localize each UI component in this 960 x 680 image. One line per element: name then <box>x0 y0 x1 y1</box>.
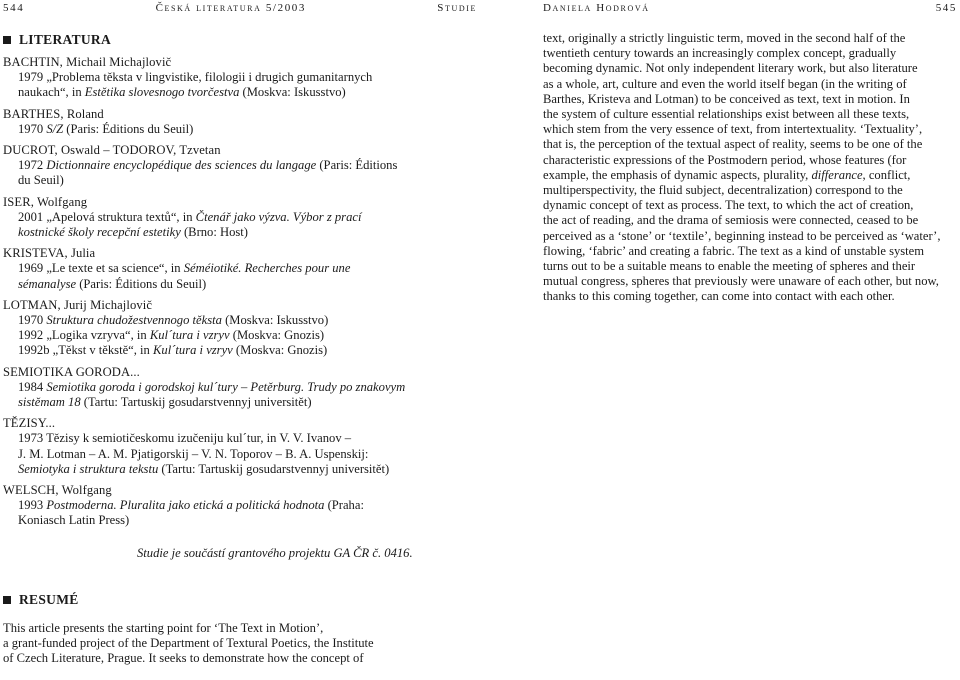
resume-text <box>3 621 477 667</box>
entry-author: BARTHES, Roland <box>3 106 104 121</box>
text-run: sistěmam 18 <box>18 395 81 410</box>
text-run: Kul´tura i vzryv <box>153 343 233 358</box>
grant-note: Studie je součástí grantového projektu GA ČR č. 0416. <box>137 545 413 560</box>
text-line <box>18 173 477 188</box>
text-run: 1970 <box>18 121 47 136</box>
square-bullet-icon <box>3 36 11 44</box>
text-run: (Tartu: Tartuskij gosudarstvennyj universitět) <box>80 395 312 410</box>
text-line <box>543 153 957 168</box>
bibliography-entry <box>3 143 477 189</box>
text-line <box>18 225 477 240</box>
entry-author: KRISTEVA, Julia <box>3 246 96 261</box>
text-run: (Moskva: Gnozis) <box>229 328 325 343</box>
text-run: 1992b „Těkst v těkstě“, in <box>18 343 154 358</box>
bibliography-entry <box>3 416 477 477</box>
section-name: Studie <box>437 2 477 14</box>
text-run: flowing, ‘fabric’ and creating a fabric. The text as a kind of unstable system <box>543 243 925 258</box>
text-line <box>543 137 957 152</box>
text-run: Koniasch Latin Press) <box>18 513 130 528</box>
text-line: a grant-funded project of the Department of Textural Poetics, the Institute <box>3 635 374 650</box>
bibliography-entry <box>3 298 477 359</box>
text-line <box>543 198 957 213</box>
text-run: (Paris: Éditions du Seuil) <box>63 121 194 136</box>
text-line <box>543 289 957 304</box>
text-run: that is, the perception of the textual aspect of reality, seems to be one of the <box>543 137 923 152</box>
bibliography-entry <box>3 365 477 411</box>
text-run: , conflict, <box>862 167 911 182</box>
bibliography-entry <box>3 195 477 241</box>
text-line <box>18 70 477 85</box>
text-line <box>18 513 477 528</box>
text-run: the act of reading, and the drama of semiosis were connected, ceased to be <box>543 213 919 228</box>
text-run: text, originally a strictly linguistic term, moved in the second half of the <box>543 31 906 45</box>
bibliography-entry <box>3 55 477 101</box>
text-run: 1979 „Problema těksta v lingvistike, filologii i drugich gumanitarnych <box>18 70 373 85</box>
text-line <box>18 210 477 225</box>
running-head-left <box>3 2 477 14</box>
entry-reference <box>3 210 477 240</box>
bibliography-list <box>3 55 477 529</box>
text-run: Semiotyka i struktura tekstu <box>18 461 159 476</box>
text-line <box>18 261 477 276</box>
running-head-right <box>543 2 957 14</box>
text-line <box>18 447 477 462</box>
text-line <box>543 77 957 92</box>
text-run: (Praha: <box>324 498 364 513</box>
text-line <box>543 244 957 259</box>
text-run: Semiotika goroda i gorodskoj kul´tury – Petěrburg. Trudy po znakovym <box>46 379 406 394</box>
text-run: 1969 „Le texte et sa science“, in <box>18 261 184 276</box>
right-column-text <box>543 31 957 305</box>
text-run: Dictionnaire encyclopédique des sciences du langage <box>46 158 317 173</box>
text-run: (Moskva: Iskusstvo) <box>239 85 346 100</box>
text-run: multiperspectivity, the fluid subject, decentralization) correspond to the <box>543 183 903 198</box>
text-run: Struktura chudožestvennogo těksta <box>46 313 222 328</box>
text-line <box>18 343 477 358</box>
text-line <box>543 213 957 228</box>
entry-reference <box>3 498 477 528</box>
text-run: Postmoderna. Pluralita jako etická a politická hodnota <box>46 498 325 513</box>
text-run: kostnické školy recepční estetiky <box>18 225 181 240</box>
page-number-right: 545 <box>935 2 957 14</box>
text-run: (Moskva: Gnozis) <box>232 343 328 358</box>
text-line <box>18 462 477 477</box>
text-run: 1993 <box>18 498 47 513</box>
text-line <box>543 168 957 183</box>
text-line <box>543 92 957 107</box>
text-line: of Czech Literature, Prague. It seeks to demonstrate how the concept of <box>3 651 364 666</box>
entry-reference <box>3 380 477 410</box>
text-run: J. M. Lotman – A. M. Pjatigorskij – V. N. Toporov – B. A. Uspenskij: <box>18 446 369 461</box>
text-line <box>18 380 477 395</box>
text-line <box>18 431 477 446</box>
text-line <box>543 61 957 76</box>
bibliography-entry <box>3 246 477 292</box>
text-run: twentieth century towards an increasingly complex concept, gradually <box>543 46 897 61</box>
entry-author: DUCROT, Oswald – TODOROV, Tzvetan <box>3 143 221 158</box>
text-line <box>18 158 477 173</box>
entry-author: WELSCH, Wolfgang <box>3 483 112 498</box>
text-run: 1992 „Logika vzryva“, in <box>18 328 150 343</box>
text-run: (Brno: Host) <box>180 225 248 240</box>
literatura-heading: LITERATURA <box>3 31 477 49</box>
text-run: 2001 „Apelová struktura textů“, in <box>18 209 196 224</box>
text-line: This article presents the starting point for ‘The Text in Motion’, <box>3 620 324 635</box>
text-line <box>18 498 477 513</box>
text-line <box>543 31 957 46</box>
text-line <box>18 277 477 292</box>
text-line <box>543 122 957 137</box>
text-run: (Moskva: Iskusstvo) <box>221 313 329 328</box>
text-run: which stem from the very essence of text, from intertextuality. ‘Textuality’, <box>543 122 923 137</box>
square-bullet-icon <box>3 596 11 604</box>
bibliography-entry <box>3 483 477 529</box>
text-run: characteristic expressions of the Postmodern period, whose features (for <box>543 152 907 167</box>
bibliography-entry <box>3 107 477 137</box>
page-number-left: 544 <box>3 2 25 14</box>
article-author: Daniela Hodrová <box>543 2 650 14</box>
text-run: dynamic concept of text as process. The text, to which the act of creation, <box>543 198 914 213</box>
text-run: turns out to be a suitable means to enable the meeting of spheres and their <box>543 259 916 274</box>
text-line <box>543 259 957 274</box>
text-run: 1970 <box>18 313 47 328</box>
text-line <box>18 122 477 137</box>
text-line <box>543 107 957 122</box>
text-line <box>18 313 477 328</box>
entry-author: ISER, Wolfgang <box>3 194 88 209</box>
text-run: 1973 Tězisy k semiotičeskomu izučeniju kul´tur, in V. V. Ivanov – <box>18 431 352 446</box>
text-run: Kul´tura i vzryv <box>149 328 230 343</box>
journal-title: Česká literatura 5/2003 <box>155 2 306 14</box>
text-run: mutual congress, spheres that previously were unaware of each other, but now, <box>543 274 939 289</box>
resume-heading: RESUMÉ <box>3 591 477 609</box>
text-run: thanks to this coming together, can come into contact with each other. <box>543 289 895 304</box>
left-column <box>3 31 477 666</box>
text-run: perceived as a ‘stone’ or ‘textile’, beginning instead to be perceived as ‘water’, <box>543 228 941 243</box>
text-line <box>18 328 477 343</box>
text-run: 1972 <box>18 158 47 173</box>
text-run: as a whole, art, culture and even the world itself began (in the writing of <box>543 76 907 91</box>
text-run: (Tartu: Tartuskij gosudarstvennyj universitět) <box>158 461 390 476</box>
entry-reference <box>3 431 477 477</box>
text-run: du Seuil) <box>18 173 64 188</box>
text-run: the system of culture essential relationships exist between all these texts, <box>543 107 910 122</box>
text-run: Séméiotiké. Recherches pour une <box>183 261 351 276</box>
entry-reference <box>3 261 477 291</box>
text-run: becoming dynamic. Not only independent literary work, but also literature <box>543 61 918 76</box>
text-run: sémanalyse <box>18 276 77 291</box>
entry-author: BACHTIN, Michail Michajlovič <box>3 55 172 69</box>
text-run: naukach“, in <box>18 85 85 100</box>
text-line <box>543 274 957 289</box>
entry-reference <box>3 122 477 137</box>
text-line <box>18 85 477 100</box>
text-run: (Paris: Éditions <box>316 158 398 173</box>
text-run: Čtenář jako výzva. Výbor z prací <box>195 209 362 224</box>
text-line <box>543 183 957 198</box>
text-run: Barthes, Kristeva and Lotman) to be conceived as text, text in motion. In <box>543 91 910 106</box>
text-run: 1984 <box>18 379 47 394</box>
entry-author: SEMIOTIKA GORODA... <box>3 364 140 379</box>
entry-reference <box>3 70 477 100</box>
text-line <box>543 46 957 61</box>
entry-reference <box>3 158 477 188</box>
text-line <box>18 395 477 410</box>
text-run: Estětika slovesnogo tvorčestva <box>84 85 240 100</box>
text-run: differance <box>811 167 863 182</box>
entry-author: LOTMAN, Jurij Michajlovič <box>3 297 153 312</box>
text-line <box>543 229 957 244</box>
text-run: S/Z <box>46 121 64 136</box>
entry-author: TĚZISY... <box>3 416 56 431</box>
text-run: (Paris: Éditions du Seuil) <box>76 276 207 291</box>
text-run: example, the emphasis of dynamic aspects, plurality, <box>543 167 812 182</box>
entry-reference <box>3 313 477 359</box>
